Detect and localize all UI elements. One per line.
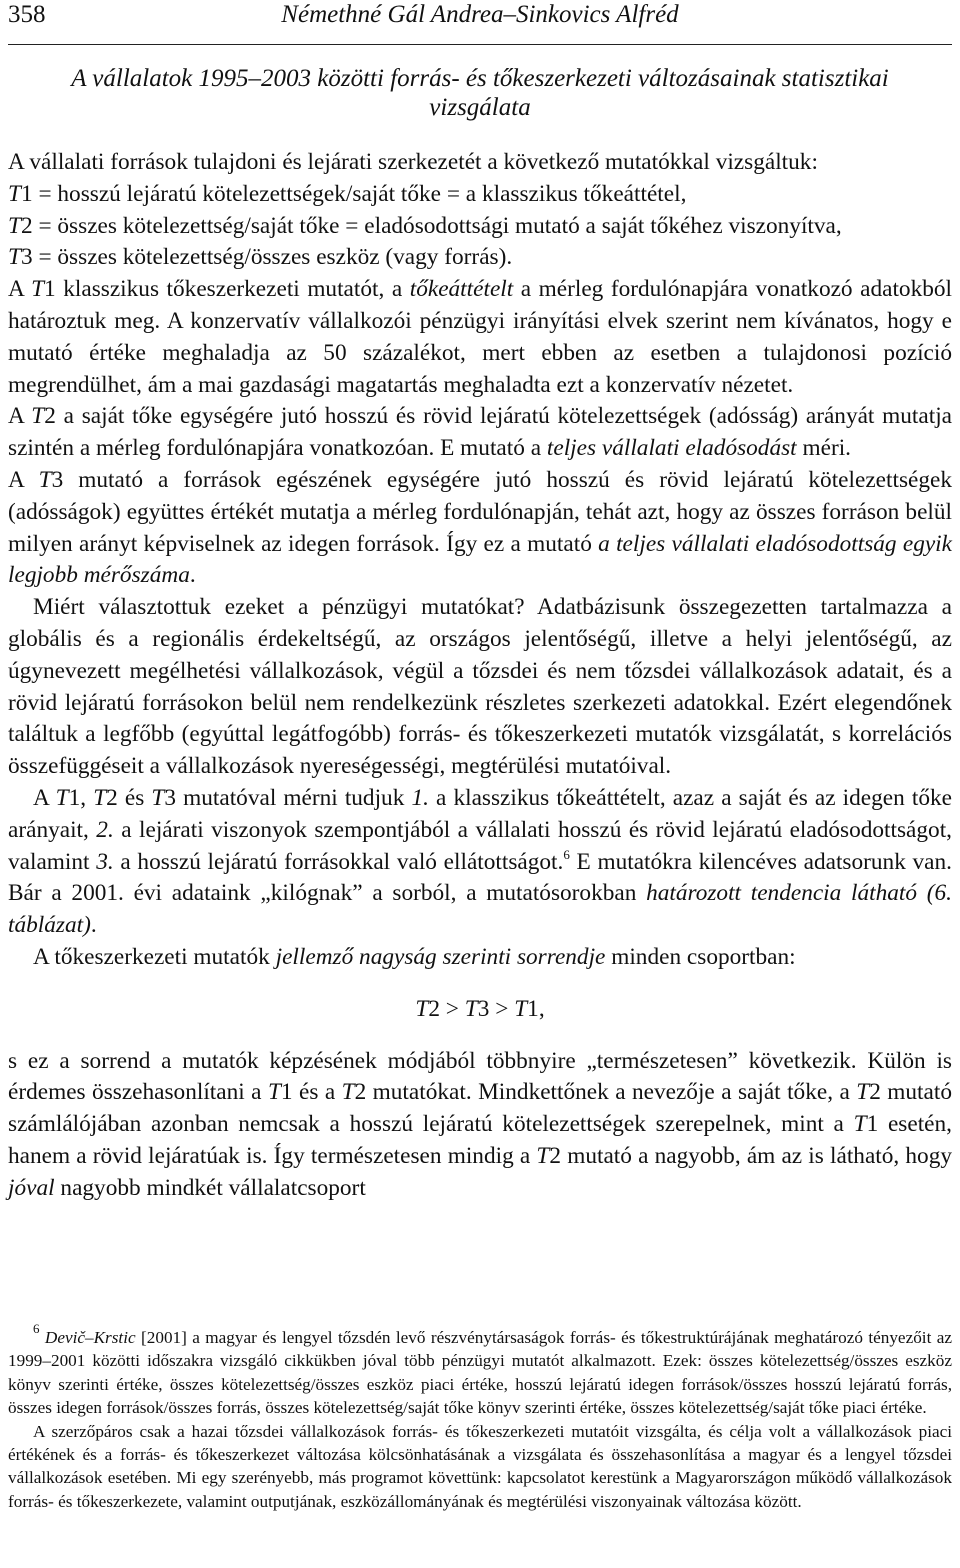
paragraph-measures: A T1, T2 és T3 mutatóval mérni tudjuk 1. a klasszikus tőkeáttételt, azaz a saját és az idegen tőke arányait, 2. a lejárati viszonyok szempontjából a vállalati hosszú és rövid lejáratú eladósodottságot, valamint 3. a hosszú lejáratú forrásokkal való ellátottságot.$^6$ E mutatókra kilencéves adatsorunk van. Bár a 2001. évi adataink „kilógnak” a sorból, a mutatósorokban határozott tendencia látható (6. táblázat). xyxy=(8,784,953,939)
section-title: A vállalatok 1995–2003 közötti forrás- és tőkeszerkezeti változásainak statisztikai vizsgálata xyxy=(71,65,889,121)
definition-t1: T1 = hosszú lejáratú kötelezettségek/saját tőke = a klasszikus tőkeáttétel, xyxy=(8,180,687,207)
footnote-6-continued: A szerzőpáros csak a hazai tőzsdei vállalkozások forrás- és tőkeszerkezeti mutatóit vizsgálta, és célja volt a vállalkozások piaci értékének és a forrás- és tőkeszerkezet változása kölcsönhatásának a vizsgálata és összehasonlítása a magyar és a lengyel tőzsdei vállalkozások esetében. Mi egy szerényebb, más programot követtünk: kapcsolatot kerestünk a Magyarországon működő vállalkozások forrás- és tőkeszerkezete, valamint outputjának, eszközállományának és megtérülési viszonyainak változása között. xyxy=(8,1421,952,1511)
paragraph-t1: A T1 klasszikus tőkeszerkezeti mutatót, a tőkeáttételt a mérleg fordulónapjára vonatkozó adatokból határoztuk meg. A konzervatív vállalkozói pénzügyi irányítási elvek szerint nem kívánatos, hogy e mutató értéke meghaladja az 50 százalékot, mert ebben az esetben a tulajdonosi pozíció megrendülhet, ám a mai gazdasági magatartás meghaladta ezt a konzervatív nézetet. xyxy=(8,276,952,398)
footnote-ref-6: 6 xyxy=(563,846,570,862)
paragraph-order: A tőkeszerkezeti mutatók jellemző nagyság szerinti sorrendje minden csoportban: xyxy=(33,943,796,970)
formula-order: T2 > T3 > T1, xyxy=(415,995,545,1022)
footnotes xyxy=(8,1321,953,1513)
footnote-6: $^6$ Devič–Krstic [2001] a magyar és lengyel tőzsdén levő részvénytársaságok forrás- és tőkestruktúrájának meghatározó tényezőit az 1999–2001 közötti időszakra vizsgáló cikkükben jóval több pénzügyi mutatót alkalmazott. Ezek: összes kötelezettség/összes eszköz könyv szerinti értéke, összes kötelezettség/összes eszköz piaci értéke, hosszú lejáratú idegen források/összes hosszú lejáratú forrás, összes idegen források/összes forrás, összes kötelezettség/saját tőke könyv szerinti értéke, összes kötelezettség/saját tőke piaci értéke. xyxy=(8,1321,953,1418)
body-text xyxy=(8,147,952,1205)
page-number: 358 xyxy=(8,1,46,28)
page-header xyxy=(8,0,952,45)
paragraph-comparison: s ez a sorrend a mutatók képzésének módjából többnyire „természetesen” következik. Külön is érdemes összehasonlítani a T1 és a T2 mutatókat. Mindkettőnek a nevezője a saját tőke, a T2 mutató számlálójában azonban nemcsak a hosszú lejáratú kötelezettségek szerepelnek, mint a T1 esetén, hanem a rövid lejáratúak is. Így természetesen mindig a T2 mutató a nagyobb, ám az is látható, hogy jóval nagyobb mindkét vállalatcsoport xyxy=(8,1047,952,1201)
definition-t2: T2 = összes kötelezettség/saját tőke = eladósodottsági mutató a saját tőkéhez viszonyítva, xyxy=(8,212,842,239)
paragraph-why: Miért választottuk ezeket a pénzügyi mutatókat? Adatbázisunk összegezetten tartalmazza a globális és a regionális érdekeltségű, az országos jelentőségű, illetve a helyi jelentőségű, az úgynevezett megélhetési vállalkozások, végül a tőzsdei és nem tőzsdei vállalkozások adatait, és a rövid lejáratú forrásokon belül nem rendelkezünk részletes szerkezeti adatokkal. Ezért elegendőnek találtuk a legfőbb (egyúttal legátfogóbb) forrás- és tőkeszerkezeti mutatók vizsgálatát, s korrelációs összefüggéseit a vállalkozások nyereségességi, megtérülési mutatóival. xyxy=(8,594,952,780)
paragraph-t2: A T2 a saját tőke egységére jutó hosszú és rövid lejáratú kötelezettségek (adósság) arányát mutatja szintén a mérleg fordulónapjára vonatkozóan. E mutató a teljes vállalati eladósodást méri. xyxy=(8,403,953,462)
definition-t3: T3 = összes kötelezettség/összes eszköz (vagy forrás). xyxy=(8,244,513,271)
running-head: Némethné Gál Andrea–Sinkovics Alfréd xyxy=(281,1,679,28)
intro-paragraph: A vállalati források tulajdoni és lejárati szerkezetét a következő mutatókkal vizsgáltuk: xyxy=(8,149,818,175)
paragraph-t3: A T3 mutató a források egészének egységére jutó hosszú és rövid lejáratú kötelezettségek (adósságok) együttes értékét mutatja a mérleg fordulónapján, tehát azt, hogy az összes forráson belül milyen arányt képviselnek az idegen források. Így ez a mutató a teljes vállalati eladósodottság egyik legjobb mérőszáma. xyxy=(8,466,952,589)
